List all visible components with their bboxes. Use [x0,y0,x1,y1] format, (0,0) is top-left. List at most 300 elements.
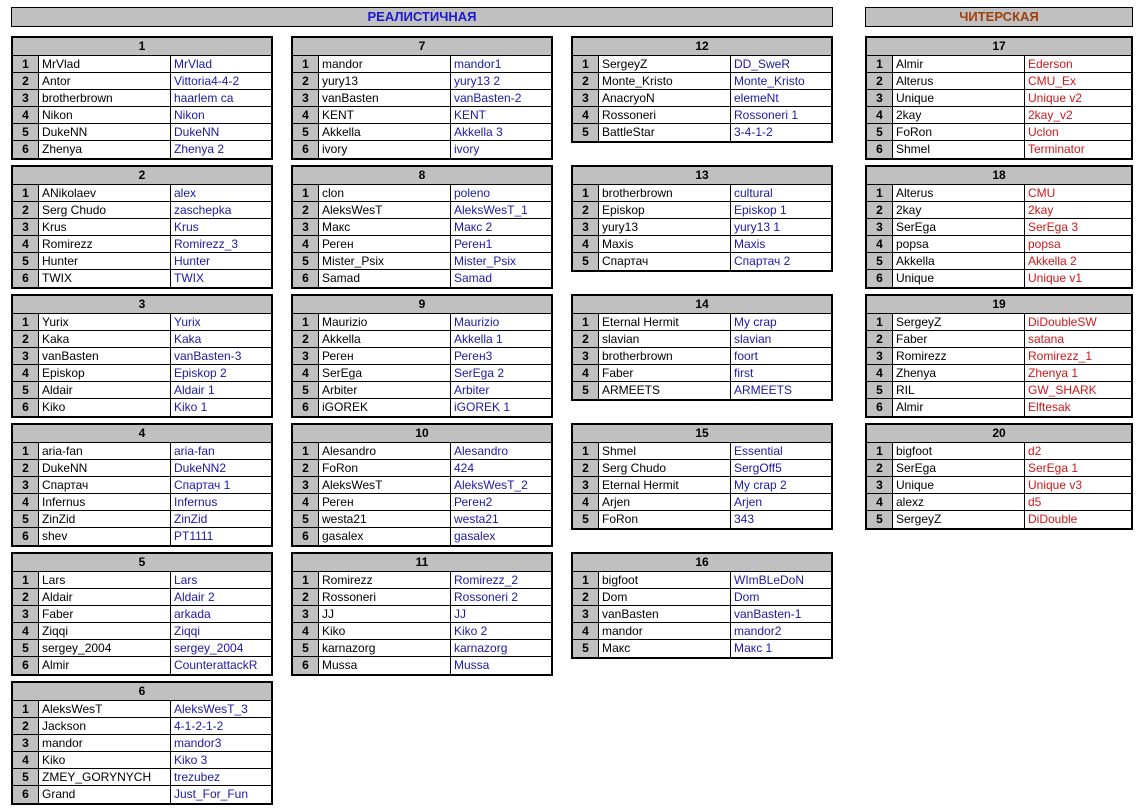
row-number: 2 [13,589,39,605]
table-row [867,56,1131,73]
team-name: Zhenya 2 [174,142,225,156]
group-title: 10 [293,425,551,443]
table-row [13,494,271,511]
player-name: Serg Chudo [599,460,731,476]
player-name: Romirezz [893,348,1025,364]
table-row [13,236,271,253]
row-number: 5 [293,640,319,656]
table-row [293,331,551,348]
table-row [293,589,551,606]
team-name: westa21 [454,512,499,526]
row-number: 6 [13,657,39,674]
group-table-17 [865,36,1133,160]
row-number: 3 [13,606,39,622]
player-name: Alterus [893,73,1025,89]
row-number: 1 [293,56,319,72]
table-row [13,56,271,73]
player-name: Infernus [39,494,171,510]
team-name: ARMEETS [734,383,793,397]
row-number: 1 [13,185,39,201]
team-name: Romirezz_1 [1028,349,1093,363]
team-name: Макс 1 [734,641,773,655]
team-name: Arjen [734,495,763,509]
table-row [13,589,271,606]
team-name: JJ [454,607,466,621]
table-row [867,124,1131,141]
table-row [293,219,551,236]
player-name: Serg Chudo [39,202,171,218]
team-name: vanBasten-1 [734,607,802,621]
team-name: DukeNN2 [174,461,227,475]
row-number: 3 [13,477,39,493]
player-name: Mussa [319,657,451,674]
player-name: Mister_Psix [319,253,451,269]
team-name: TWIX [174,271,204,285]
table-row [573,640,831,657]
row-number: 3 [13,735,39,751]
player-name: Kiko [39,399,171,416]
team-name: CMU_Ex [1028,74,1077,88]
table-row [867,219,1131,236]
team-name: DiDoubleSW [1028,315,1097,329]
team-name: Hunter [174,254,211,268]
table-row [293,657,551,674]
player-name: Макс [319,219,451,235]
table-row [13,365,271,382]
table-row [293,270,551,287]
table-row [573,253,831,270]
group-table-16 [571,552,833,659]
player-name: FoRon [599,511,731,528]
row-number: 4 [13,365,39,381]
table-row [867,494,1131,511]
table-row [13,701,271,718]
team-name: SerEga 2 [454,366,505,380]
player-name: brotherbrown [599,348,731,364]
player-name: FoRon [319,460,451,476]
table-row [867,365,1131,382]
player-name: Unique [893,90,1025,106]
team-name: Monte_Kristo [734,74,805,88]
table-row [293,382,551,399]
table-row [573,606,831,623]
row-number: 4 [573,107,599,123]
table-row [293,511,551,528]
player-name: alexz [893,494,1025,510]
player-name: Alesandro [319,443,451,459]
table-row [573,90,831,107]
team-name: foort [734,349,759,363]
player-name: bigfoot [893,443,1025,459]
table-row [13,718,271,735]
group-table-8 [291,165,553,289]
row-number: 2 [13,202,39,218]
group-table-6 [11,681,273,805]
player-name: shev [39,528,171,545]
row-number: 5 [573,640,599,657]
group-table-20 [865,423,1133,530]
player-name: Akkella [893,253,1025,269]
table-row [13,640,271,657]
player-name: brotherbrown [39,90,171,106]
group-table-19 [865,294,1133,418]
row-number: 3 [573,219,599,235]
table-row [13,331,271,348]
row-number: 1 [293,572,319,588]
table-row [573,511,831,528]
table-row [13,314,271,331]
player-name: Arjen [599,494,731,510]
row-number: 4 [293,494,319,510]
player-name: yury13 [319,73,451,89]
team-name: Elftesak [1028,400,1071,414]
table-row [293,73,551,90]
team-name: Unique v1 [1028,271,1083,285]
row-number: 4 [293,623,319,639]
team-name: Реген2 [454,495,493,509]
team-name: arkada [174,607,211,621]
table-row [867,348,1131,365]
table-row [867,399,1131,416]
table-row [293,365,551,382]
player-name: Episkop [39,365,171,381]
group-table-9 [291,294,553,418]
team-name: Nikon [174,108,205,122]
table-row [573,56,831,73]
row-number: 5 [867,124,893,140]
row-number: 5 [293,253,319,269]
player-name: AleksWesT [39,701,171,717]
player-name: Zhenya [893,365,1025,381]
player-name: Eternal Hermit [599,314,731,330]
row-number: 4 [573,494,599,510]
player-name: Lars [39,572,171,588]
player-name: mandor [319,56,451,72]
team-name: Спартач 2 [734,254,791,268]
team-name: vanBasten-3 [174,349,242,363]
group-table-7 [291,36,553,160]
table-row [13,443,271,460]
player-name: Реген [319,236,451,252]
player-name: mandor [39,735,171,751]
row-number: 3 [13,348,39,364]
team-name: Episkop 1 [734,203,787,217]
team-name: PT1111 [174,529,214,543]
team-name: Maxis [734,237,766,251]
team-name: mandor2 [734,624,782,638]
table-row [867,314,1131,331]
team-name: zaschepka [174,203,232,217]
team-name: ivory [454,142,480,156]
table-row [13,141,271,158]
table-row [13,382,271,399]
group-title: 13 [573,167,831,185]
player-name: Реген [319,348,451,364]
group-title: 17 [867,38,1131,56]
player-name: Rossoneri [599,107,731,123]
group-table-11 [291,552,553,676]
player-name: Макс [599,640,731,657]
table-row [867,253,1131,270]
team-name: Yurix [174,315,201,329]
team-name: DiDouble [1028,512,1078,526]
row-number: 3 [293,477,319,493]
row-number: 4 [573,236,599,252]
row-number: 6 [293,141,319,158]
player-name: ARMEETS [599,382,731,399]
table-row [573,107,831,124]
table-row [573,73,831,90]
row-number: 6 [293,657,319,674]
player-name: Kaka [39,331,171,347]
team-name: KENT [454,108,487,122]
player-name: vanBasten [599,606,731,622]
player-name: Samad [319,270,451,287]
section-header-cheat [865,7,1133,27]
row-number: 2 [13,73,39,89]
table-row [293,185,551,202]
group-title: 8 [293,167,551,185]
team-name: satana [1028,332,1065,346]
table-row [573,460,831,477]
row-number: 6 [867,141,893,158]
team-name: popsa [1028,237,1061,251]
row-number: 4 [13,236,39,252]
table-row [573,219,831,236]
row-number: 6 [13,270,39,287]
row-number: 5 [867,511,893,528]
table-row [573,236,831,253]
team-name: CounterattackR [174,658,258,672]
row-number: 3 [293,219,319,235]
row-number: 3 [13,219,39,235]
team-name: My crap 2 [734,478,787,492]
table-row [13,73,271,90]
group-title: 12 [573,38,831,56]
team-name: cultural [734,186,773,200]
player-name: Zhenya [39,141,171,158]
player-name: Episkop [599,202,731,218]
row-number: 3 [867,219,893,235]
team-name: 343 [734,512,755,526]
team-name: Kiko 2 [454,624,488,638]
group-title: 14 [573,296,831,314]
team-name: Aldair 2 [174,590,215,604]
table-row [867,236,1131,253]
table-row [867,107,1131,124]
table-row [573,202,831,219]
team-name: SerEga 3 [1028,220,1079,234]
table-row [867,443,1131,460]
team-name: Romirezz_2 [454,573,519,587]
row-number: 2 [573,202,599,218]
player-name: slavian [599,331,731,347]
table-row [867,73,1131,90]
table-row [573,314,831,331]
group-table-1 [11,36,273,160]
row-number: 4 [293,365,319,381]
row-number: 1 [573,185,599,201]
row-number: 6 [867,399,893,416]
table-row [13,786,271,803]
table-row [13,253,271,270]
player-name: AleksWesT [319,477,451,493]
row-number: 6 [867,270,893,287]
player-name: ivory [319,141,451,158]
row-number: 5 [13,640,39,656]
team-name: DukeNN [174,125,220,139]
row-number: 1 [13,443,39,459]
row-number: 5 [573,253,599,270]
player-name: Grand [39,786,171,803]
player-name: Unique [893,270,1025,287]
player-name: 2kay [893,202,1025,218]
row-number: 3 [13,90,39,106]
group-title: 1 [13,38,271,56]
player-name: popsa [893,236,1025,252]
team-name: Ziqqi [174,624,201,638]
team-name: trezubez [174,770,221,784]
row-number: 5 [867,382,893,398]
row-number: 3 [573,90,599,106]
row-number: 4 [867,494,893,510]
table-row [13,90,271,107]
section-header-realistic [11,7,833,27]
player-name: SergeyZ [893,511,1025,528]
table-row [13,219,271,236]
team-name: mandor3 [174,736,222,750]
table-row [13,606,271,623]
row-number: 6 [293,270,319,287]
team-name: SerEga 1 [1028,461,1079,475]
row-number: 3 [293,90,319,106]
row-number: 2 [573,460,599,476]
team-name: ZinZid [174,512,208,526]
group-title: 15 [573,425,831,443]
player-name: AleksWesT [319,202,451,218]
player-name: Yurix [39,314,171,330]
player-name: Shmel [599,443,731,459]
group-title: 2 [13,167,271,185]
row-number: 3 [293,348,319,364]
player-name: brotherbrown [599,185,731,201]
team-name: 424 [454,461,475,475]
group-title: 5 [13,554,271,572]
group-table-18 [865,165,1133,289]
table-row [13,348,271,365]
team-name: 2kay [1028,203,1054,217]
player-name: vanBasten [319,90,451,106]
row-number: 4 [13,752,39,768]
player-name: Eternal Hermit [599,477,731,493]
team-name: Rossoneri 2 [454,590,519,604]
row-number: 1 [293,314,319,330]
player-name: iGOREK [319,399,451,416]
team-name: GW_SHARK [1028,383,1097,397]
row-number: 3 [573,477,599,493]
player-name: MrVlad [39,56,171,72]
player-name: FoRon [893,124,1025,140]
table-row [293,56,551,73]
row-number: 1 [293,443,319,459]
table-row [293,253,551,270]
player-name: Faber [39,606,171,622]
table-row [13,202,271,219]
team-name: karnazorg [454,641,508,655]
row-number: 1 [867,185,893,201]
row-number: 2 [293,460,319,476]
player-name: Dom [599,589,731,605]
row-number: 1 [867,314,893,330]
table-row [293,202,551,219]
team-name: yury13 2 [454,74,501,88]
row-number: 1 [867,56,893,72]
player-name: ZMEY_GORYNYCH [39,769,171,785]
group-title: 18 [867,167,1131,185]
row-number: 6 [293,399,319,416]
row-number: 4 [13,623,39,639]
player-name: Faber [893,331,1025,347]
row-number: 1 [573,572,599,588]
table-row [867,511,1131,528]
player-name: Jackson [39,718,171,734]
player-name: Реген [319,494,451,510]
table-row [573,185,831,202]
player-name: SerEga [893,460,1025,476]
row-number: 2 [573,589,599,605]
player-name: Antor [39,73,171,89]
player-name: ZinZid [39,511,171,527]
table-row [573,124,831,141]
player-name: Ziqqi [39,623,171,639]
team-name: Essential [734,444,783,458]
player-name: westa21 [319,511,451,527]
table-row [573,382,831,399]
player-name: SerEga [893,219,1025,235]
group-table-13 [571,165,833,272]
table-row [293,572,551,589]
player-name: vanBasten [39,348,171,364]
team-name: Ederson [1028,57,1073,71]
player-name: Akkella [319,331,451,347]
player-name: gasalex [319,528,451,545]
group-title: 6 [13,683,271,701]
row-number: 1 [13,314,39,330]
team-name: iGOREK 1 [454,400,511,414]
team-name: AleksWesT_2 [454,478,528,492]
team-name: Just_For_Fun [174,787,249,801]
row-number: 4 [13,107,39,123]
player-name: TWIX [39,270,171,287]
player-name: aria-fan [39,443,171,459]
team-name: 3-4-1-2 [734,125,773,139]
table-row [293,640,551,657]
row-number: 2 [13,331,39,347]
table-row [293,90,551,107]
table-row [573,331,831,348]
team-name: Episkop 2 [174,366,227,380]
row-number: 1 [573,56,599,72]
row-number: 4 [867,107,893,123]
table-row [13,107,271,124]
table-row [573,443,831,460]
team-name: Rossoneri 1 [734,108,799,122]
team-name: slavian [734,332,772,346]
table-row [293,141,551,158]
group-table-14 [571,294,833,401]
player-name: Romirezz [319,572,451,588]
player-name: Akkella [319,124,451,140]
